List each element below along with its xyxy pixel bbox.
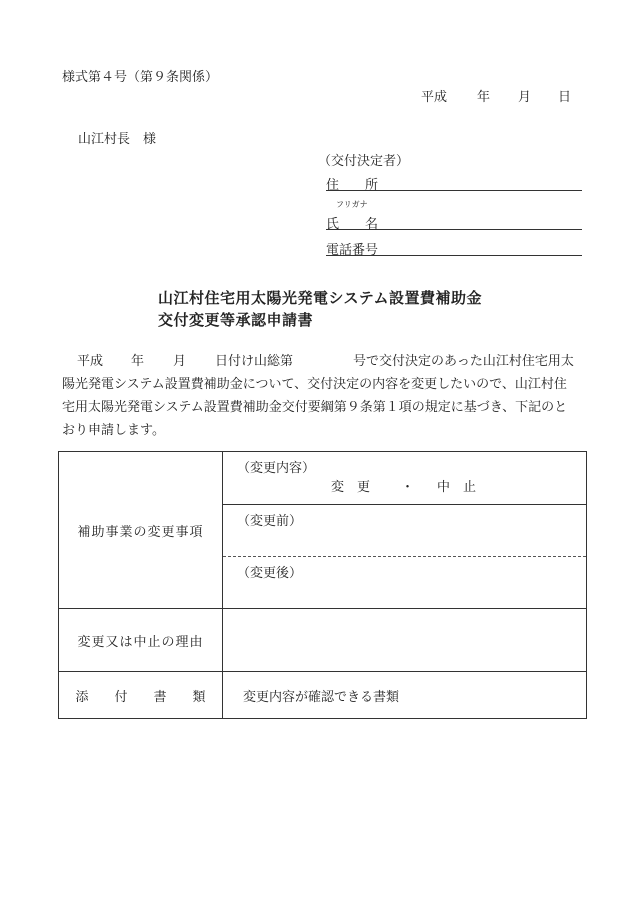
reason-label: 変更又は中止の理由 [77, 634, 204, 650]
date-day: 日 [558, 90, 572, 105]
table-row-reason [59, 609, 587, 672]
change-items-label: 補助事業の変更事項 [77, 524, 204, 540]
phone-label: 電話番号 [326, 243, 379, 258]
reason-input-cell[interactable] [223, 609, 587, 672]
name-field[interactable] [326, 211, 582, 230]
change-items-label-cell [59, 452, 223, 609]
before-change-section[interactable] [223, 505, 586, 557]
title-line1: 山江村住宅用太陽光発電システム設置費補助金 [158, 289, 483, 307]
title-line2: 交付変更等承認申請書 [158, 311, 314, 329]
change-content-section[interactable] [223, 452, 586, 505]
body-line3: 宅用太陽光発電システム設置費補助金交付要綱第９条第１項の規定に基づき、下記のと [62, 400, 568, 415]
body-line4: おり申請します。 [62, 423, 165, 438]
name-label: 氏 名 [326, 217, 379, 232]
table-row-change-items [59, 452, 587, 609]
form-number: 様式第４号（第９条関係） [62, 70, 219, 85]
after-change-section[interactable] [223, 557, 586, 609]
reason-label-cell [59, 609, 223, 672]
attachments-label-cell [59, 672, 223, 719]
applicant-heading: （交付決定者） [318, 154, 410, 169]
change-option[interactable]: 変 更 [331, 480, 371, 495]
date-era: 平成 [421, 90, 448, 105]
date-year: 年 [477, 90, 491, 105]
table-row-attachments [59, 672, 587, 719]
cancel-option[interactable]: 中 止 [437, 480, 477, 495]
attachments-value: 変更内容が確認できる書類 [243, 689, 400, 705]
body-date-ref: 日付け山総第 [215, 354, 294, 369]
body-year: 年 [131, 354, 145, 369]
body-era: 平成 [77, 354, 104, 369]
body-month: 月 [173, 354, 187, 369]
address-field[interactable] [326, 172, 582, 191]
address-label: 住 所 [326, 178, 379, 193]
date-month: 月 [518, 90, 532, 105]
body-line2: 陽光発電システム設置費補助金について、交付決定の内容を変更したいので、山江村住 [62, 377, 567, 392]
body-number-ref: 号で交付決定のあった山江村住宅用太 [353, 354, 574, 369]
attachments-label: 添 付 書 類 [75, 689, 206, 705]
furigana-label: フリガナ [336, 200, 368, 209]
phone-field[interactable] [326, 237, 582, 256]
application-table [58, 451, 587, 719]
change-content-label: （変更内容） [237, 461, 316, 476]
change-items-content-cell [223, 452, 587, 609]
addressee: 山江村長 様 [78, 132, 157, 147]
after-change-label: （変更後） [237, 566, 303, 581]
attachments-value-cell [223, 672, 587, 719]
before-change-label: （変更前） [237, 514, 303, 529]
separator-dot: ・ [401, 480, 415, 495]
